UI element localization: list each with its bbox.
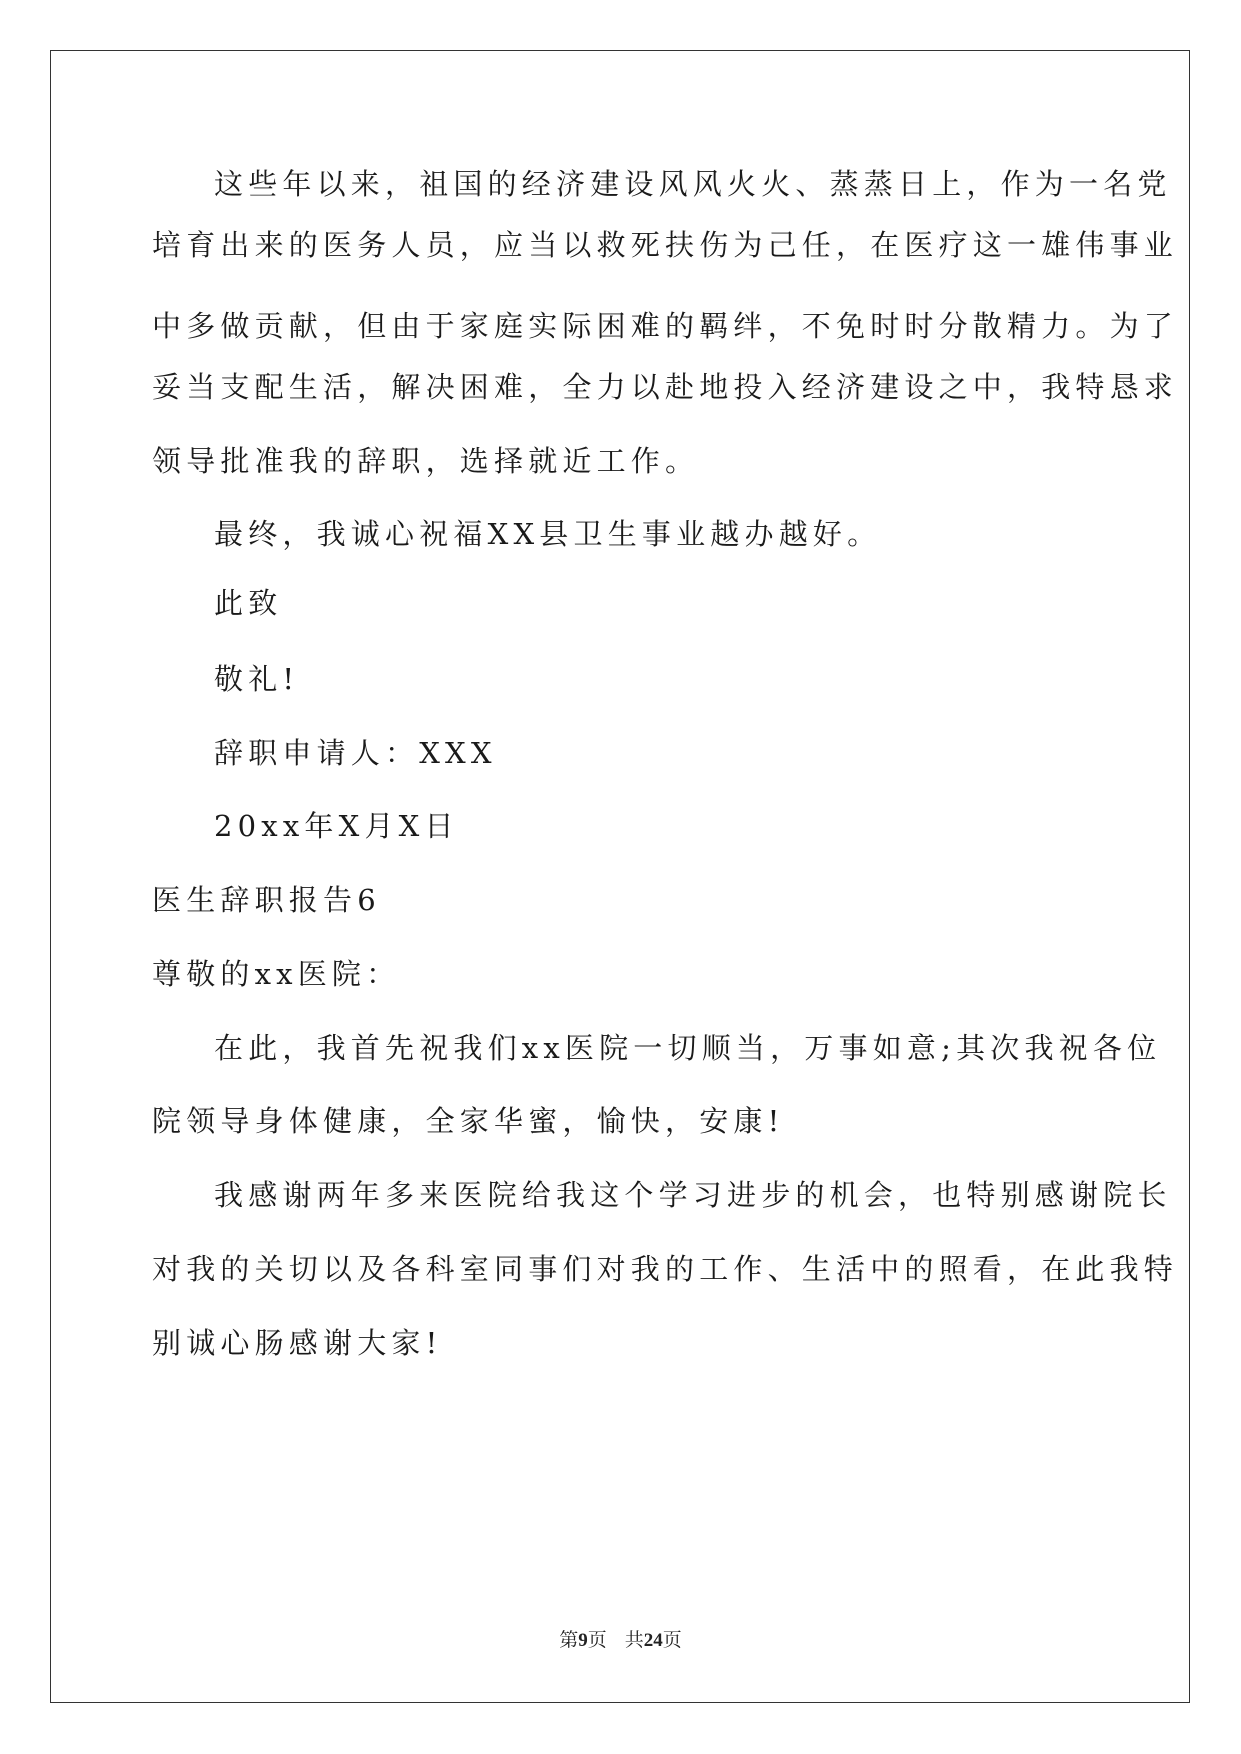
date-line: 20xx年X月X日 (214, 809, 459, 843)
salutation-line: 此致 (214, 586, 283, 620)
paragraph-line: 别诚心肠感谢大家! (152, 1326, 443, 1360)
paragraph-line: 院领导身体健康，全家华蜜，愉快，安康! (152, 1104, 785, 1138)
paragraph-line: 领导批准我的辞职，选择就近工作。 (152, 444, 700, 478)
paragraph-line: 中多做贡献，但由于家庭实际困难的羁绊，不免时时分散精力。为了 (152, 309, 1179, 343)
salutation-line: 敬礼! (214, 662, 300, 696)
footer-prefix: 第 (559, 1629, 579, 1651)
page-footer (0, 1628, 1241, 1653)
paragraph-line: 妥当支配生活，解决困难，全力以赴地投入经济建设之中，我特恳求 (152, 370, 1179, 404)
page-border (50, 50, 1190, 1703)
paragraph-line: 最终，我诚心祝福XX县卫生事业越办越好。 (214, 517, 882, 551)
signature-line: 辞职申请人：XXX (214, 736, 497, 770)
paragraph-line: 对我的关切以及各科室同事们对我的工作、生活中的照看，在此我特 (152, 1252, 1179, 1286)
paragraph-line: 这些年以来，祖国的经济建设风风火火、蒸蒸日上，作为一名党 (214, 167, 1172, 201)
paragraph-line: 培育出来的医务人员，应当以救死扶伤为己任，在医疗这一雄伟事业 (152, 228, 1179, 262)
footer-total-prefix: 共 (624, 1629, 644, 1651)
paragraph-line: 在此，我首先祝我们xx医院一切顺当，万事如意;其次我祝各位 (214, 1031, 1162, 1065)
letter-addressee: 尊敬的xx医院： (152, 957, 401, 991)
current-page-number: 9 (578, 1630, 588, 1651)
paragraph-line: 我感谢两年多来医院给我这个学习进步的机会，也特别感谢院长 (214, 1178, 1172, 1212)
section-title: 医生辞职报告6 (152, 883, 381, 917)
total-page-count: 24 (643, 1630, 663, 1651)
footer-page-suffix: 页 (587, 1629, 607, 1651)
footer-total-suffix: 页 (662, 1629, 682, 1651)
